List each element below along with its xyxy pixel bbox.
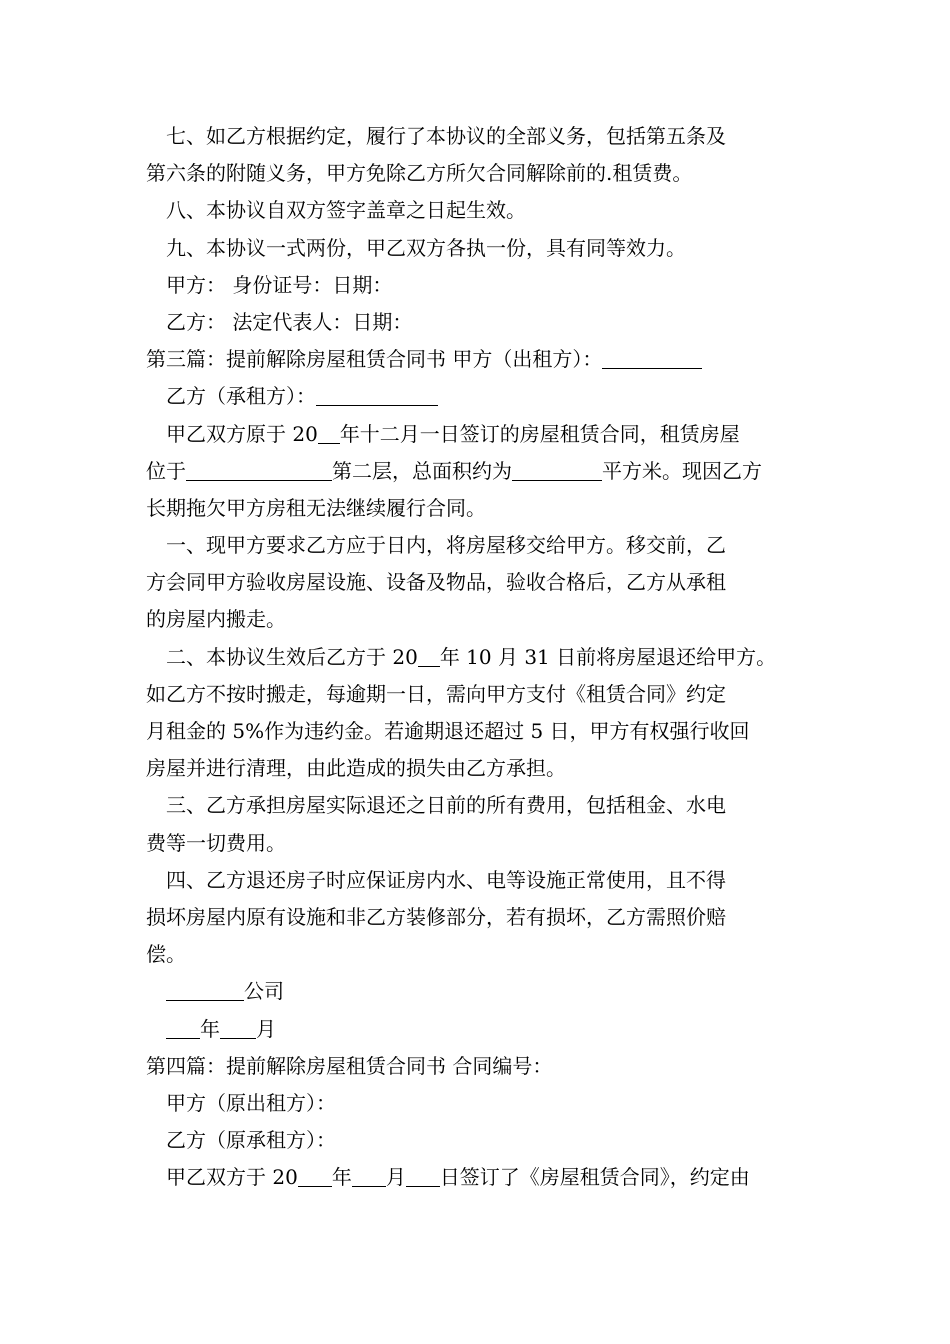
text: 费等一切费用。: [146, 830, 286, 855]
text: 年 10 月 31 日前将房屋退还给甲方。: [439, 644, 777, 669]
section-4-preamble: [146, 1159, 826, 1196]
text: 甲乙双方于 20: [166, 1165, 298, 1190]
clause-4-line-3: [146, 936, 826, 973]
clause-2-line-2: [146, 676, 826, 713]
text: 九、本协议一式两份，甲乙双方各执一份，具有同等效力。: [166, 235, 686, 260]
fill-blank: [418, 646, 440, 667]
original-lessor-line: [146, 1085, 826, 1122]
text: 二、本协议生效后乙方于 20: [166, 644, 418, 669]
text: 八、本协议自双方签字盖章之日起生效。: [166, 198, 526, 223]
text: 平方米。现因乙方: [602, 458, 762, 483]
clause-4-line-1: [146, 862, 826, 899]
text: 乙方（承租方）：: [166, 384, 316, 409]
company-signature-line: [146, 973, 826, 1010]
clause-7-line-2: [146, 155, 826, 192]
text: 年: [331, 1165, 352, 1190]
text: 偿。: [146, 942, 186, 967]
date-line: [146, 1011, 826, 1048]
text: 甲乙双方原于 20: [166, 421, 318, 446]
lessee-line: [146, 378, 826, 415]
party-a-signature-line: [146, 267, 826, 304]
text: 三、乙方承担房屋实际退还之日前的所有费用，包括租金、水电: [166, 793, 726, 818]
clause-1-line-3: [146, 601, 826, 638]
text: 日签订了《房屋租赁合同》，约定由: [439, 1165, 750, 1190]
clause-2-line-3: [146, 713, 826, 750]
section-3-heading: [146, 341, 826, 378]
clause-7-line-1: [146, 118, 826, 155]
clause-1-line-1: [146, 527, 826, 564]
preamble-line-2: [146, 453, 826, 490]
fill-blank: [352, 1166, 386, 1187]
text: 一、现甲方要求乙方应于日内，将房屋移交给甲方。移交前，乙: [166, 533, 726, 558]
fill-blank: [512, 460, 602, 481]
text: 月: [256, 1016, 276, 1041]
section-4-heading: [146, 1048, 826, 1085]
text: 年十二月一日签订的房屋租赁合同，租赁房屋: [339, 421, 740, 446]
preamble-line-1: [146, 416, 826, 453]
text: 公司: [244, 979, 284, 1004]
clause-8: [146, 192, 826, 229]
text: 第四篇：提前解除房屋租赁合同书 合同编号：: [146, 1053, 553, 1078]
original-lessee-line: [146, 1122, 826, 1159]
clause-2-line-4: [146, 750, 826, 787]
text: 乙方（原承租方）：: [166, 1128, 336, 1153]
text: 的房屋内搬走。: [146, 607, 286, 632]
text: 如乙方不按时搬走，每逾期一日，需向甲方支付《租赁合同》约定: [146, 681, 726, 706]
text: 年: [200, 1016, 220, 1041]
text: 四、乙方退还房子时应保证房内水、电等设施正常使用，且不得: [166, 867, 726, 892]
text: 位于: [146, 458, 186, 483]
text: 损坏房屋内原有设施和非乙方装修部分，若有损坏，乙方需照价赔: [146, 904, 726, 929]
text: 甲方（原出租方）：: [166, 1090, 336, 1115]
fill-blank: [318, 423, 340, 444]
preamble-line-3: [146, 490, 826, 527]
text: 第六条的附随义务，甲方免除乙方所欠合同解除前的.租赁费。: [146, 161, 693, 186]
text: 房屋并进行清理，由此造成的损失由乙方承担。: [146, 756, 566, 781]
clause-4-line-2: [146, 899, 826, 936]
text: 第三篇：提前解除房屋租赁合同书 甲方（出租方）：: [146, 347, 603, 372]
text: 甲方： 身份证号：日期：: [166, 272, 393, 297]
fill-blank: [406, 1166, 440, 1187]
fill-blank: [220, 1018, 256, 1039]
clause-3-line-1: [146, 787, 826, 824]
fill-blank: [316, 385, 438, 406]
fill-blank: [166, 1018, 200, 1039]
text: 月租金的 5%作为违约金。若逾期退还超过 5 日，甲方有权强行收回: [146, 719, 750, 743]
clause-3-line-2: [146, 825, 826, 862]
clause-1-line-2: [146, 564, 826, 601]
clause-2-line-1: [146, 639, 826, 676]
party-b-signature-line: [146, 304, 826, 341]
text: 第二层，总面积约为: [332, 458, 512, 483]
document-body: [146, 118, 826, 1196]
text: 长期拖欠甲方房租无法继续履行合同。: [146, 495, 486, 520]
fill-blank: [298, 1166, 332, 1187]
fill-blank: [602, 348, 702, 369]
text: 月: [385, 1165, 406, 1190]
text: 乙方： 法定代表人：日期：: [166, 309, 413, 334]
clause-9: [146, 230, 826, 267]
fill-blank: [186, 460, 332, 481]
text: 七、如乙方根据约定，履行了本协议的全部义务，包括第五条及: [166, 124, 726, 148]
text: 方会同甲方验收房屋设施、设备及物品，验收合格后，乙方从承租: [146, 570, 726, 595]
fill-blank: [166, 980, 244, 1001]
